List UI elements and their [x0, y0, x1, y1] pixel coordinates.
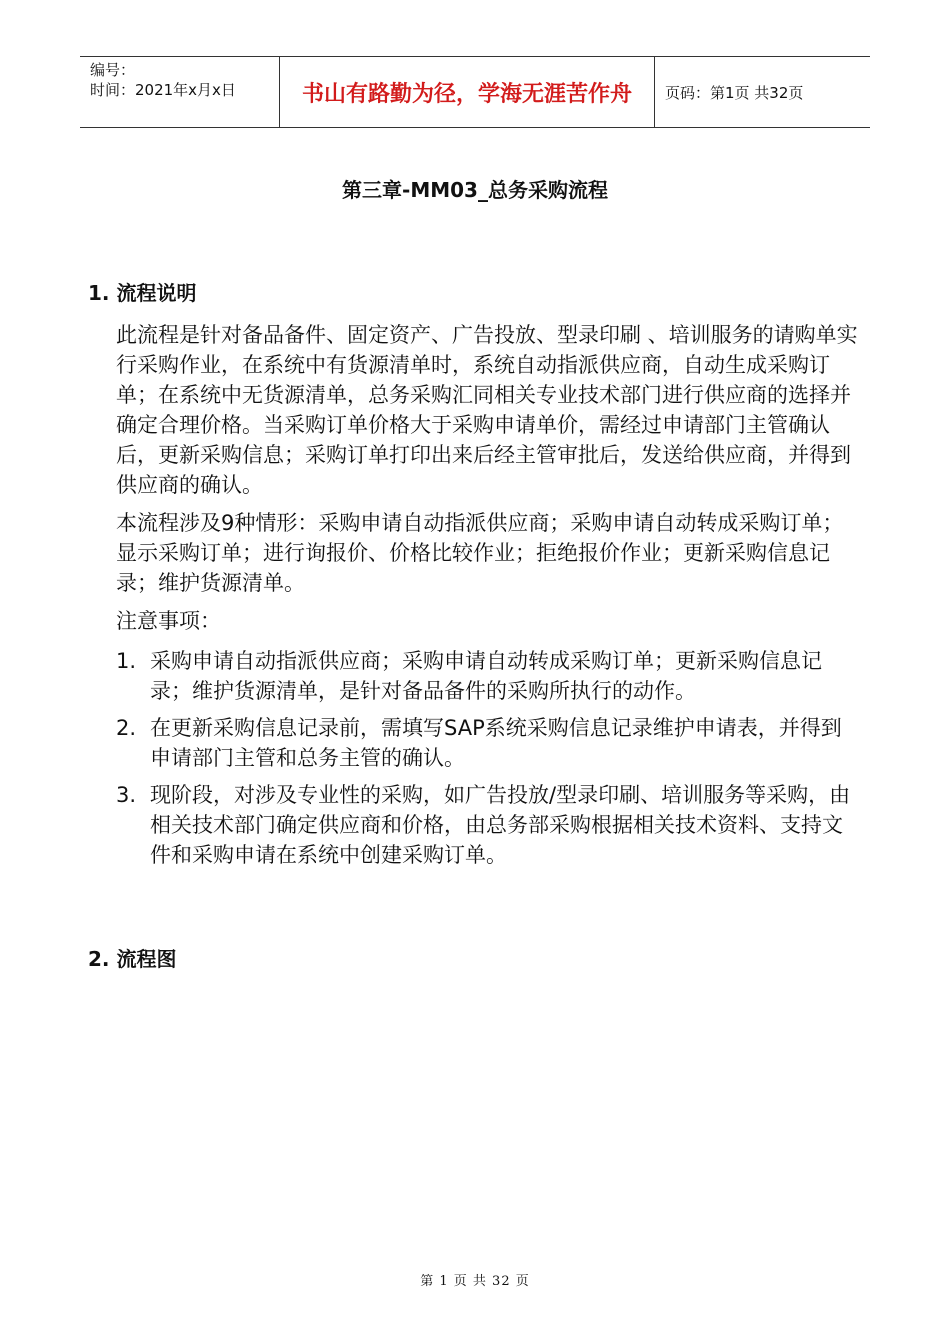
list-text: 在更新采购信息记录前，需填写SAP系统采购信息记录维护申请表，并得到申请部门主管和总务主管的确认。	[150, 716, 842, 770]
list-item	[116, 780, 861, 870]
section-1-body	[116, 320, 861, 644]
notes-list	[116, 646, 861, 877]
document-title: 第三章-MM03_总务采购流程	[342, 178, 608, 202]
code-label: 编号：	[90, 61, 136, 79]
page-header	[80, 56, 870, 128]
section-1-heading: 1. 流程说明	[88, 281, 197, 305]
header-page-info: 页码：第1页 共32页	[665, 83, 804, 102]
list-number: 3.	[116, 783, 137, 807]
notes-label: 注意事项：	[116, 609, 221, 633]
paragraph-1: 此流程是针对备品备件、固定资产、广告投放、型录印刷 、培训服务的请购单实行采购作业，在系统中有货源清单时，系统自动指派供应商，自动生成采购订单；在系统中无货源清单，总务采购汇同相关专业技术部门进行供应商的选择并确定合理价格。当采购订单价格大于采购申请单价，需经过申请部门主管确认后，更新采购信息；采购订单打印出来后经主管审批后，发送给供应商，并得到供应商的确认。	[116, 323, 858, 497]
list-number: 2.	[116, 716, 137, 740]
list-number: 1.	[116, 649, 137, 673]
header-motto: 书山有路勤为径，学海无涯苦作舟	[280, 57, 655, 127]
list-item	[116, 646, 861, 706]
header-meta	[80, 57, 280, 127]
page-footer: 第 1 页 共 32 页	[420, 1274, 530, 1289]
paragraph-2: 本流程涉及9种情形：采购申请自动指派供应商；采购申请自动转成采购订单；显示采购订单；进行询报价、价格比较作业；拒绝报价作业；更新采购信息记录；维护货源清单。	[116, 511, 844, 595]
list-text: 采购申请自动指派供应商；采购申请自动转成采购订单；更新采购信息记录；维护货源清单，是针对备品备件的采购所执行的动作。	[150, 649, 822, 703]
list-item	[116, 713, 861, 773]
time-label: 时间：2021年x月x日	[90, 81, 236, 99]
section-2-heading: 2. 流程图	[88, 947, 177, 971]
list-text: 现阶段，对涉及专业性的采购，如广告投放/型录印刷、培训服务等采购，由相关技术部门确定供应商和价格，由总务部采购根据相关技术资料、支持文件和采购申请在系统中创建采购订单。	[150, 783, 851, 867]
